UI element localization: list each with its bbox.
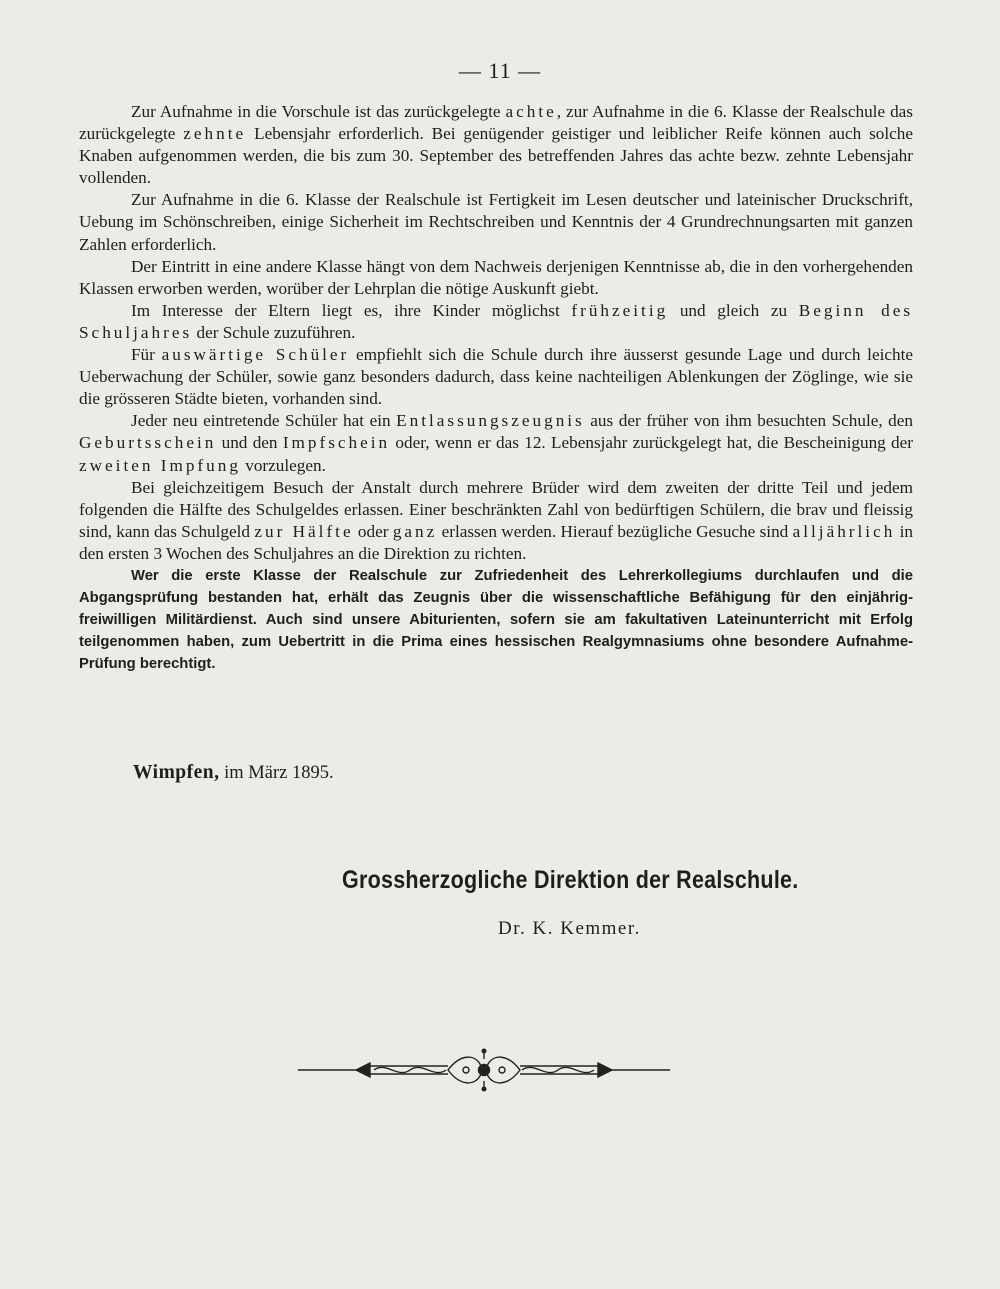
text-run: oder, wenn er das 12. Lebensjahr zurückgelegt hat, die Bescheinigung der: [390, 433, 913, 453]
text-run: Bei gleichzeitigem Besuch der Anstalt durch mehrere Brüder wird dem zweiten der dritte Teil und jedem folgenden die Hälfte des Schulgeldes erlassen. Einer beschränkten Zahl von bedürftigen Schülern, die brav und fleissig sind, kann das Schulgeld: [79, 477, 913, 541]
text-run: der Schule zuzuführen.: [192, 322, 356, 342]
emphasis: zur Hälfte: [254, 521, 354, 541]
text-run: erlassen werden. Hierauf bezügliche Gesuche sind: [437, 521, 793, 541]
text-run: und den: [216, 433, 283, 453]
text-run: empfiehlt sich die Schule durch ihre äusserst gesunde Lage und durch leichte Ueberwachung der Schüler, sowie ganz besonders dadurch, dass keine nachteiligen Ablenkungen der Zöglinge, wie sie die grösseren Städte bieten, vorhanden sind.: [79, 345, 913, 409]
text-run: , zur Aufnahme in die 6. Klasse der Realschule das zurückgelegte: [79, 102, 913, 144]
emphasis: Geburtsschein: [79, 433, 217, 453]
text-run: Für: [131, 345, 162, 365]
paragraph-school-fees: [79, 477, 913, 565]
emphasis: auswärtige Schüler: [161, 345, 350, 365]
emphasis: frühzeitig: [571, 300, 669, 320]
text-run: Zur Aufnahme in die Vorschule ist das zurückgelegte: [131, 102, 506, 121]
body-text: [79, 101, 913, 675]
issuing-authority: Grossherzogliche Direktion der Realschule.: [342, 866, 799, 894]
text-run: und gleich zu: [668, 300, 799, 320]
emphasis: zehnte: [183, 124, 247, 144]
signature-name: Dr. K. Kemmer.: [498, 918, 641, 939]
paragraph-documents: [79, 410, 913, 476]
emphasis: Entlassungszeugnis: [396, 411, 585, 431]
page-number: — 11 —: [458, 58, 542, 83]
paragraph-admission-skills: Zur Aufnahme in die 6. Klasse der Realschule ist Fertigkeit im Lesen deutscher und lateinischer Druckschrift, Uebung im Schönschreiben, einige Sicherheit im Rechtschreiben und Kenntnis der 4 Grundrechnungsarten mit ganzen Zahlen erforderlich.: [79, 190, 913, 254]
text-run: oder: [353, 521, 393, 541]
text-run: Im Interesse der Eltern liegt es, ihre Kinder möglichst: [131, 300, 572, 320]
emphasis: Beginn des Schuljahres: [79, 300, 914, 342]
text-run: aus der früher von ihm besuchten Schule, den: [584, 411, 913, 431]
paragraph-certificate: Wer die erste Klasse der Realschule zur Zufriedenheit des Lehrerkollegiums durchlaufen und die Abgangsprüfung bestanden hat, erhält das Zeugnis über die wissenschaftliche Befähigung für den einjährig-freiwilligen Militärdienst. Auch sind unsere Abiturienten, sofern sie am fakultativen Lateinunterricht mit Erfolg teilgenommen haben, zum Uebertritt in die Prima eines hessischen Realgymnasiums ohne besondere Aufnahme-Prüfung berechtigt.: [79, 567, 913, 673]
emphasis: achte: [505, 102, 557, 121]
paragraph-class-entry: Der Eintritt in eine andere Klasse hängt von dem Nachweis derjenigen Kenntnisse ab, die in den vorhergehenden Klassen erworben werden, worüber der Lehrplan die nötige Auskunft giebt.: [79, 256, 913, 298]
date-text: im März 1895.: [219, 763, 334, 783]
paragraph-external-pupils: [79, 344, 913, 410]
text-run: in den ersten 3 Wochen des Schuljahres an die Direktion zu richten.: [79, 521, 914, 563]
emphasis: zweiten Impfung: [79, 455, 241, 475]
text-run: vorzulegen.: [240, 455, 326, 475]
paragraph-early-enrolment: [79, 300, 913, 344]
ornamental-divider-icon: [298, 1048, 670, 1092]
emphasis: alljährlich: [792, 521, 896, 541]
emphasis: ganz: [392, 521, 438, 541]
emphasis: Impfschein: [282, 433, 391, 453]
place-name: Wimpfen,: [133, 762, 220, 783]
place-date-line: [133, 762, 334, 784]
paragraph-admission-age: [79, 101, 913, 189]
text-run: Jeder neu eintretende Schüler hat ein: [131, 411, 397, 431]
text-run: Lebensjahr erforderlich. Bei genügender geistiger und leiblicher Reife können auch solche Knaben aufgenommen werden, die bis zum 30. September des betreffenden Jahres das achte bezw. zehnte Lebensjahr vollenden.: [79, 124, 913, 188]
